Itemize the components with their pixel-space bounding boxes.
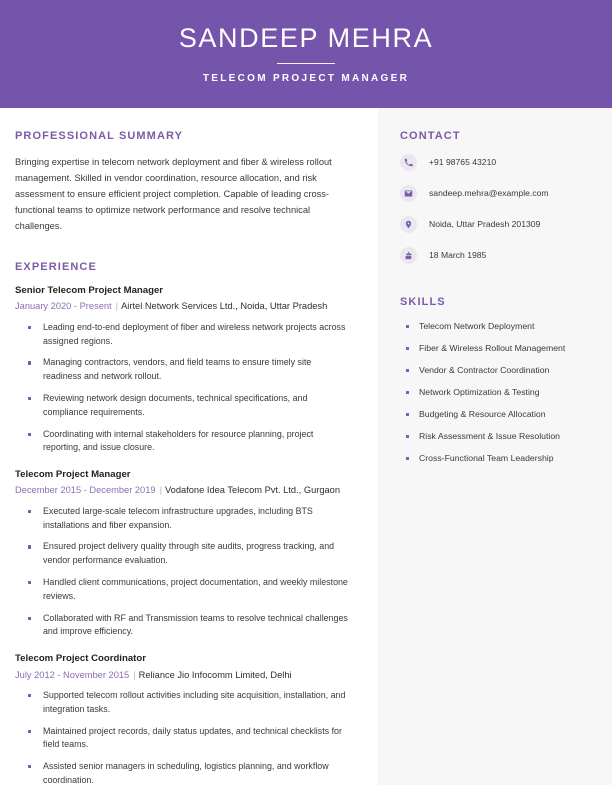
contact-value: 18 March 1985 [429,250,487,261]
header-divider [277,63,335,65]
contact-list [400,154,596,264]
experience-entry [15,284,350,455]
resume-header [0,0,612,108]
job-bullet: Coordinating with internal stakeholders for resource planning, project reporting, and issue closure. [15,428,350,456]
envelope-icon [400,185,417,202]
experience-entry [15,468,350,639]
candidate-name: SANDEEP MEHRA [178,22,434,53]
job-bullet: Ensured project delivery quality through site audits, progress tracking, and vendor performance evaluation. [15,540,350,568]
skills-list [400,320,596,465]
skill-item: Vendor & Contractor Coordination [400,364,596,377]
job-company: Vodafone Idea Telecom Pvt. Ltd., Gurgaon [164,485,341,496]
skills-section-heading: SKILLS [400,296,446,308]
contact-value: sandeep.mehra@example.com [429,188,549,199]
skill-item: Risk Assessment & Issue Resolution [400,430,596,443]
job-company: Reliance Jio Infocomm Limited, Delhi [138,669,292,680]
job-bullet: Leading end-to-end deployment of fiber and wireless network projects across assigned regions. [15,321,350,349]
job-company: Airtel Network Services Ltd., Noida, Uttar Pradesh [121,301,328,312]
job-title: Telecom Project Manager [15,469,131,481]
job-bullet: Handled client communications, project documentation, and weekly milestone reviews. [15,576,350,604]
job-bullet: Managing contractors, vendors, and field teams to ensure timely site readiness and network rollout. [15,356,350,384]
job-meta [15,483,350,497]
candidate-job-title: TELECOM PROJECT MANAGER [202,73,410,85]
contact-item[interactable] [400,154,596,171]
job-meta-separator: | [115,301,119,312]
job-meta [15,299,350,313]
skill-item: Budgeting & Resource Allocation [400,408,596,421]
job-bullet: Assisted senior managers in scheduling, logistics planning, and workflow coordination. [15,760,350,788]
birthday-cake-icon [400,247,417,264]
experience-section-heading: EXPERIENCE [15,260,97,273]
job-meta-separator: | [133,669,136,680]
job-bullet: Executed large-scale telecom infrastructure upgrades, including BTS installations and fiber expansion. [15,505,350,533]
job-bullet: Maintained project records, daily status updates, and technical checklists for field teams. [15,725,350,753]
job-bullet: Collaborated with RF and Transmission teams to resolve technical challenges and improve efficiency. [15,612,350,640]
professional-summary-text: Bringing expertise in telecom network deployment and fiber & wireless rollout management. Skilled in vendor coordination, resource allocation, and risk assessment to ensure efficient project completion. Capable of leading cross-functional teams to optimize network performance and resolve technical challenges. [15,157,332,231]
contact-section-heading: CONTACT [400,130,461,142]
experience-entry [15,652,350,788]
job-dates: December 2015 - December 2019 [15,485,156,496]
job-dates: July 2012 - November 2015 [15,669,130,680]
location-pin-icon [400,216,417,233]
skill-item: Telecom Network Deployment [400,320,596,333]
summary-section-heading: PROFESSIONAL SUMMARY [15,130,184,142]
experience-list [15,284,350,788]
job-meta-separator: | [159,485,162,496]
job-title: Telecom Project Coordinator [15,653,146,665]
phone-icon [400,154,417,171]
contact-value: Noida, Uttar Pradesh 201309 [429,219,541,230]
job-bullet-list [15,321,350,455]
job-bullet-list [15,505,350,639]
contact-item[interactable] [400,185,596,202]
job-bullet: Reviewing network design documents, technical specifications, and compliance requirements. [15,392,350,420]
job-title: Senior Telecom Project Manager [15,284,164,296]
contact-item[interactable] [400,247,596,264]
contact-item[interactable] [400,216,596,233]
skill-item: Network Optimization & Testing [400,386,596,399]
contact-value: +91 98765 43210 [429,157,497,168]
skill-item: Fiber & Wireless Rollout Management [400,342,596,355]
main-column [0,108,378,788]
job-bullet-list [15,689,350,788]
skill-item: Cross-Functional Team Leadership [400,452,596,465]
job-meta [15,668,350,682]
sidebar [378,108,612,785]
job-bullet: Supported telecom rollout activities including site acquisition, installation, and integration tasks. [15,689,350,717]
job-dates: January 2020 - Present [15,301,112,312]
